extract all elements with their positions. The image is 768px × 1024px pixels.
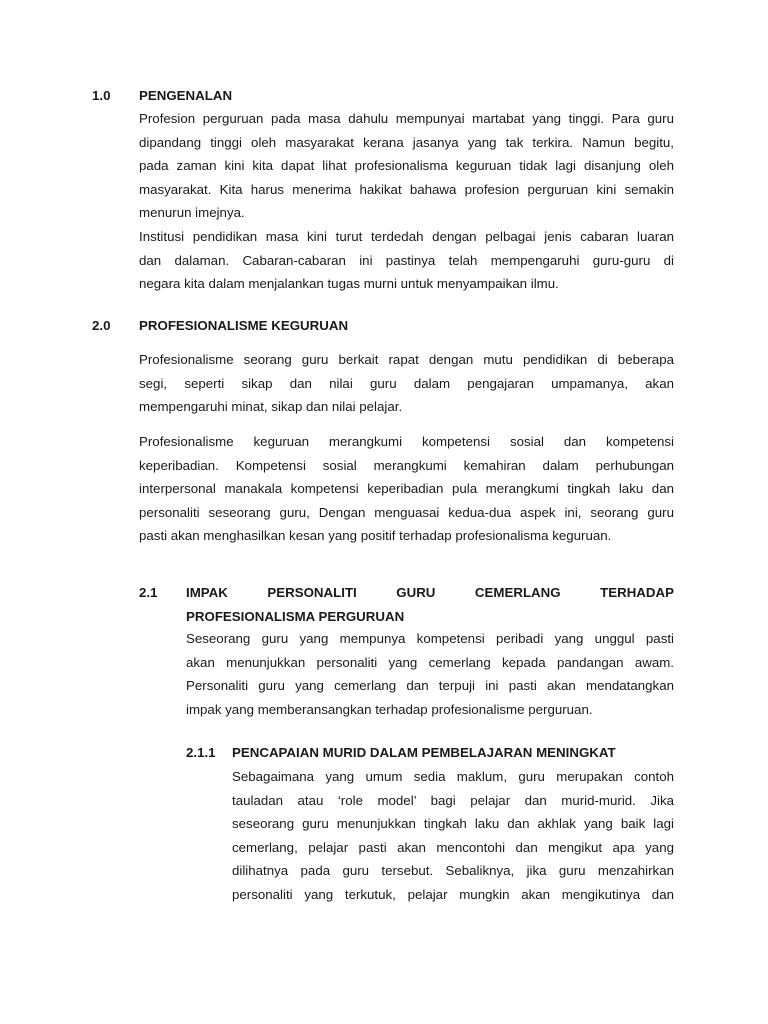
text-line: akan menunjukkan personaliti yang cemerlang kepada pandangan awam. <box>186 654 674 670</box>
text-line: Seseorang guru yang mempunya kompetensi peribadi yang unggul pasti <box>186 631 674 646</box>
text-line: impak yang memberansangkan terhadap profesionalisme perguruan. <box>186 701 593 717</box>
section-number-2: 2.0 <box>92 318 111 333</box>
text-line: Profesion perguruan pada masa dahulu mempunyai martabat yang tinggi. Para guru <box>139 111 674 126</box>
text-line: menurun imejnya. <box>139 205 245 221</box>
paragraph-profesionalisme-2 <box>139 430 674 548</box>
text-line: segi, seperti sikap dan nilai guru dalam pengajaran umpamanya, akan <box>139 375 674 391</box>
paragraph-profesionalisme-1 <box>139 348 674 419</box>
text-line: negara kita dalam menjalankan tugas murni untuk menyampaikan ilmu. <box>139 276 559 292</box>
text-line: interpersonal manakala kompetensi keperibadian pula merangkumi tingkah laku dan <box>139 481 674 497</box>
text-line: seseorang guru menunjukkan tingkah laku dan akhlak yang baik lagi <box>232 816 674 832</box>
text-line: Profesionalisme keguruan merangkumi kompetensi sosial dan kompetensi <box>139 434 674 449</box>
text-line: pasti akan menghasilkan kesan yang positif terhadap profesionalisma keguruan. <box>139 528 612 544</box>
text-line: dipandang tinggi oleh masyarakat kerana jasanya yang tak terkira. Namun begitu, <box>139 134 674 150</box>
text-line: Profesionalisme seorang guru berkait rapat dengan mutu pendidikan di beberapa <box>139 352 674 367</box>
text-line: masyarakat. Kita harus menerima hakikat bahawa profesion perguruan kini semakin <box>139 181 674 197</box>
section-number-2-1: 2.1 <box>139 585 158 600</box>
section-title-pengenalan: PENGENALAN <box>139 88 233 103</box>
text-line: dan dalaman. Cabaran-cabaran ini pastinya telah mempengaruhi guru-guru di <box>139 252 674 268</box>
text-line: personaliti seseorang guru, Dengan menguasai kedua-dua aspek ini, seorang guru <box>139 504 674 520</box>
text-line: dilihatnya pada guru tersebut. Sebaliknya, jika guru menzahirkan <box>232 863 674 879</box>
text-line: mempengaruhi minat, sikap dan nilai pelajar. <box>139 399 403 415</box>
text-line: Institusi pendidikan masa kini turut terdedah dengan pelbagai jenis cabaran luaran <box>139 229 674 244</box>
paragraph-pencapaian-murid <box>232 765 674 907</box>
text-line: cemerlang, pelajar pasti akan mencontohi dan mengikut apa yang <box>232 839 674 855</box>
text-line: Sebagaimana yang umum sedia maklum, guru merupakan contoh <box>232 769 674 784</box>
paragraph-pengenalan-2 <box>139 225 674 296</box>
paragraph-pengenalan-1 <box>139 107 674 225</box>
section-title-pencapaian-murid: PENCAPAIAN MURID DALAM PEMBELAJARAN MENINGKAT <box>232 745 616 760</box>
heading-line: PROFESIONALISMA PERGURUAN <box>186 608 405 624</box>
heading-line: IMPAK PERSONALITI GURU CEMERLANG TERHADAP <box>186 585 674 600</box>
text-line: Personaliti guru yang cemerlang dan terpuji ini pasti akan mendatangkan <box>186 678 674 694</box>
text-line: tauladan atau ‘role model’ bagi pelajar dan murid-murid. Jika <box>232 792 674 808</box>
section-title-profesionalisme-keguruan: PROFESIONALISME KEGURUAN <box>139 318 349 333</box>
section-title-impak-personaliti <box>186 581 674 628</box>
text-line: keperibadian. Kompetensi sosial merangkumi kemahiran dalam perhubungan <box>139 457 674 473</box>
text-line: personaliti yang terkutuk, pelajar mungkin akan mengikutinya dan <box>232 886 674 902</box>
text-line: pada zaman kini kita dapat lihat profesionalisma keguruan tidak lagi disanjung oleh <box>139 158 674 174</box>
section-number-2-1-1: 2.1.1 <box>186 745 216 760</box>
paragraph-impak-personaliti <box>186 627 674 721</box>
section-number-1: 1.0 <box>92 88 111 103</box>
